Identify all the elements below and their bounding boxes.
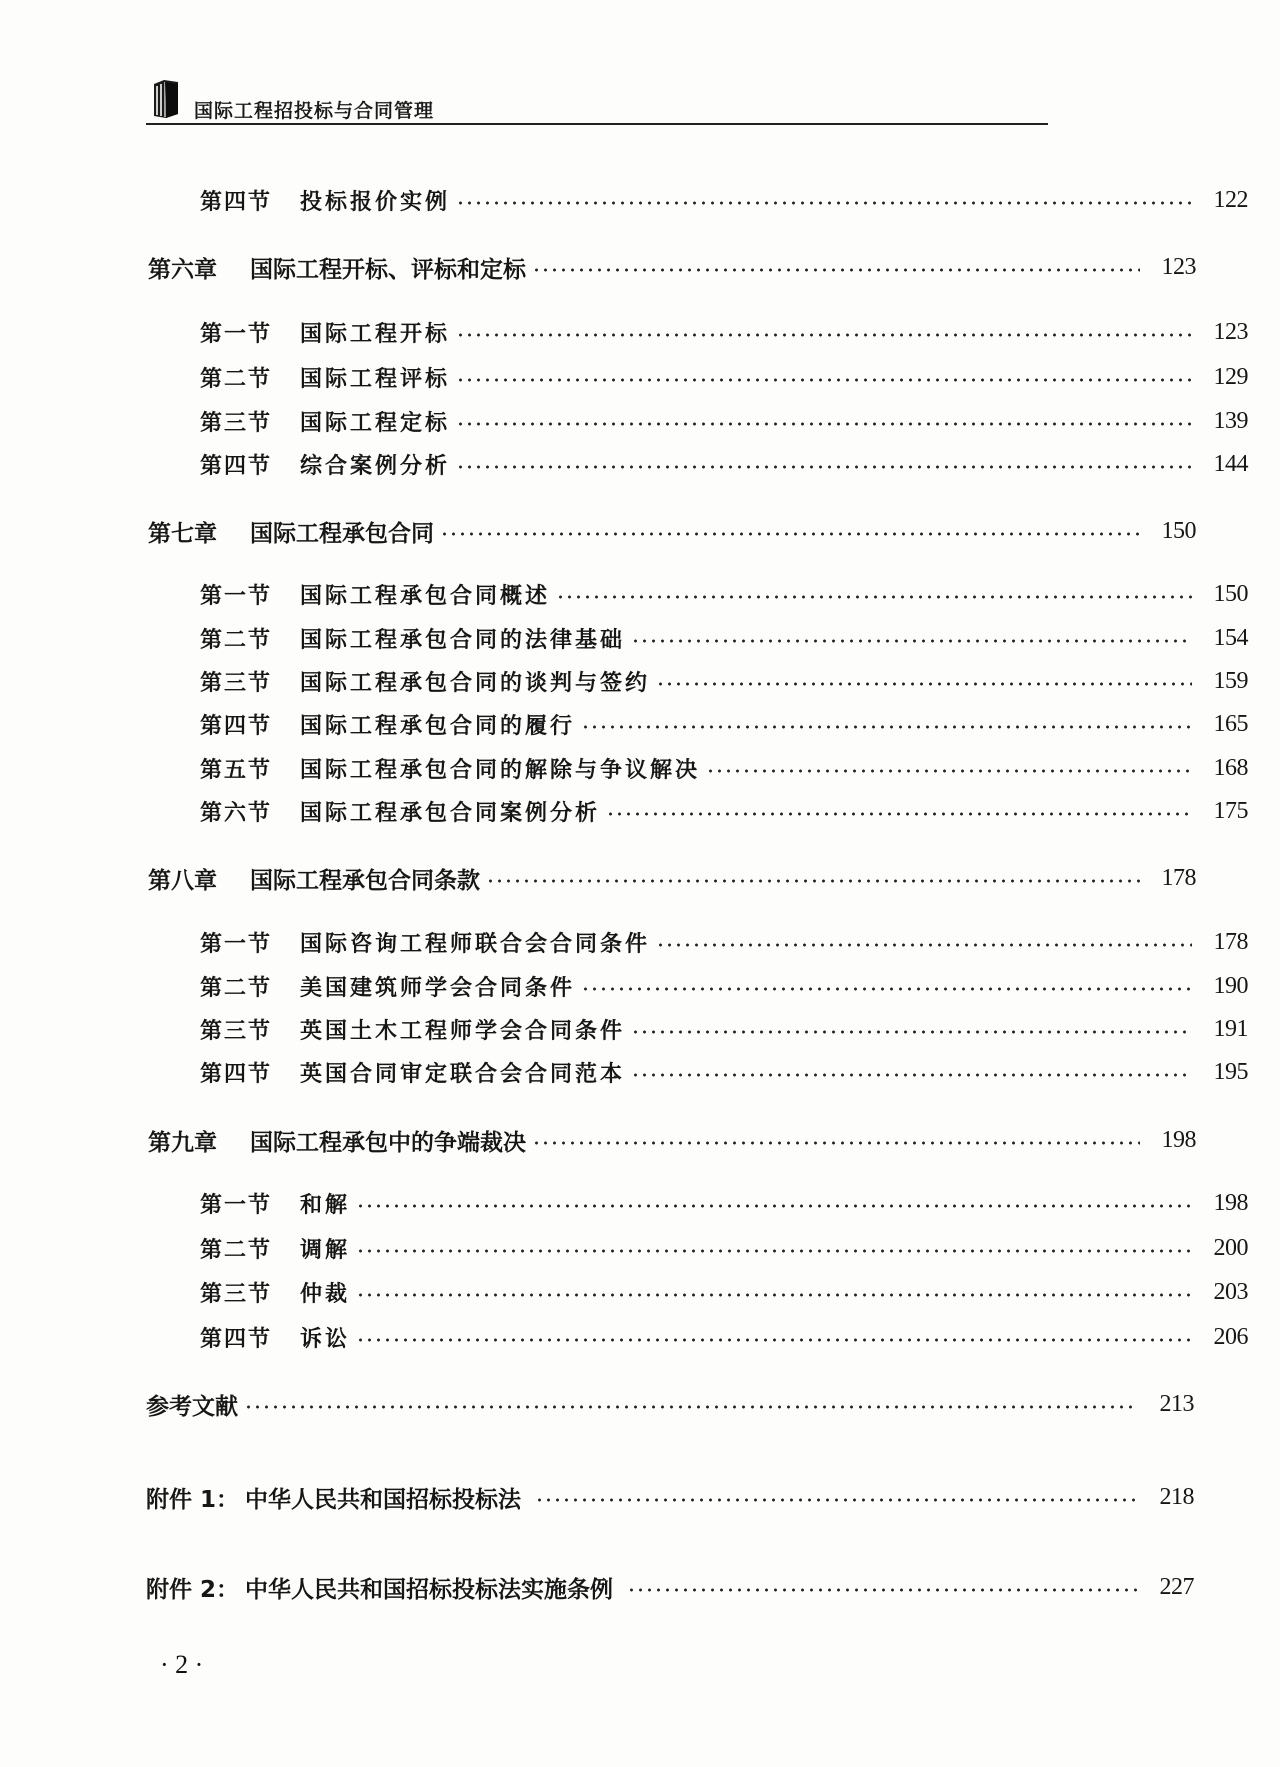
page-ref: 123 <box>1161 253 1196 280</box>
section-label: 第二节 <box>200 626 273 653</box>
dot-leader <box>706 769 1192 773</box>
toc-section-row[interactable] <box>0 1274 1280 1310</box>
toc-chapter-row[interactable] <box>0 513 1228 549</box>
section-title: 调解 <box>300 1236 351 1263</box>
page-ref: 198 <box>1161 1126 1196 1153</box>
section-label: 第一节 <box>200 582 273 609</box>
section-label: 第四节 <box>200 1325 273 1352</box>
section-label: 第三节 <box>200 1017 273 1044</box>
toc-section-row[interactable] <box>0 924 1280 960</box>
section-title: 投标报价实例 <box>300 188 451 215</box>
references-title: 参考文献 <box>146 1393 238 1420</box>
section-label: 第五节 <box>200 756 273 783</box>
page-ref: 175 <box>1213 797 1248 824</box>
toc-section-row[interactable] <box>0 314 1280 350</box>
appendix-label: 附件 2： <box>146 1576 240 1603</box>
page-ref: 139 <box>1213 407 1248 434</box>
page-number: · 2 · <box>160 1650 204 1679</box>
chapter-title: 国际工程承包中的争端裁决 <box>250 1129 526 1156</box>
page-ref: 154 <box>1213 624 1248 651</box>
dot-leader <box>631 1030 1192 1034</box>
page-ref: 122 <box>1213 186 1248 213</box>
section-title: 诉讼 <box>300 1325 351 1352</box>
dot-leader <box>656 682 1192 686</box>
section-label: 第四节 <box>200 712 273 739</box>
dot-leader <box>581 987 1192 991</box>
section-label: 第三节 <box>200 669 273 696</box>
toc-chapter-row[interactable] <box>0 1122 1228 1158</box>
page-ref: 198 <box>1213 1189 1248 1216</box>
dot-leader <box>535 1498 1138 1502</box>
section-title: 国际工程承包合同的解除与争议解决 <box>300 756 701 783</box>
dot-leader <box>440 532 1140 536</box>
section-label: 第四节 <box>200 452 273 479</box>
running-header <box>146 74 1048 126</box>
section-title: 英国合同审定联合会合同范本 <box>300 1060 626 1087</box>
section-title: 美国建筑师学会合同条件 <box>300 974 576 1001</box>
appendix-title: 中华人民共和国招标投标法 <box>245 1486 522 1513</box>
toc-section-row[interactable] <box>0 446 1280 482</box>
chapter-title: 国际工程承包合同条款 <box>250 867 480 894</box>
section-title: 国际咨询工程师联合会合同条件 <box>300 930 651 957</box>
dot-leader <box>631 1073 1192 1077</box>
page-ref: 144 <box>1213 450 1248 477</box>
appendix-title: 中华人民共和国招标投标法实施条例 <box>245 1576 614 1603</box>
dot-leader <box>627 1588 1138 1592</box>
toc-section-row[interactable] <box>0 1185 1280 1221</box>
page-ref: 178 <box>1213 928 1248 955</box>
page-ref: 227 <box>1159 1573 1194 1600</box>
section-label: 第四节 <box>200 188 273 215</box>
page-ref: 203 <box>1213 1278 1248 1305</box>
page-ref: 165 <box>1213 710 1248 737</box>
chapter-label: 第七章 <box>148 520 217 547</box>
section-title: 综合案例分析 <box>300 452 451 479</box>
toc-section-row[interactable] <box>0 793 1280 829</box>
section-title: 国际工程评标 <box>300 365 451 392</box>
dot-leader <box>456 465 1192 469</box>
section-title: 国际工程定标 <box>300 409 451 436</box>
toc-section-row[interactable] <box>0 750 1280 786</box>
page-ref: 200 <box>1213 1234 1248 1261</box>
section-title: 仲裁 <box>300 1280 351 1307</box>
book-title: 国际工程招投标与合同管理 <box>194 100 435 122</box>
page-ref: 159 <box>1213 667 1248 694</box>
section-label: 第一节 <box>200 1191 273 1218</box>
toc-section-row[interactable] <box>0 182 1280 218</box>
page-ref: 129 <box>1213 363 1248 390</box>
page-ref: 218 <box>1159 1483 1194 1510</box>
dot-leader <box>356 1204 1192 1208</box>
section-label: 第一节 <box>200 320 273 347</box>
chapter-label: 第六章 <box>148 256 217 283</box>
chapter-title: 国际工程承包合同 <box>250 520 434 547</box>
toc-chapter-row[interactable] <box>0 860 1228 896</box>
toc-section-row[interactable] <box>0 663 1280 699</box>
page-ref: 191 <box>1213 1015 1248 1042</box>
dot-leader <box>456 333 1192 337</box>
page-ref: 190 <box>1213 972 1248 999</box>
header-rule <box>146 123 1048 125</box>
section-title: 国际工程承包合同的法律基础 <box>300 626 626 653</box>
page-ref: 168 <box>1213 754 1248 781</box>
chapter-title: 国际工程开标、评标和定标 <box>250 256 526 283</box>
dot-leader <box>532 1141 1140 1145</box>
section-title: 英国土木工程师学会合同条件 <box>300 1017 626 1044</box>
section-title: 和解 <box>300 1191 351 1218</box>
toc-section-row[interactable] <box>0 1230 1280 1266</box>
dot-leader <box>532 268 1140 272</box>
section-label: 第二节 <box>200 365 273 392</box>
chapter-label: 第八章 <box>148 867 217 894</box>
appendix-label: 附件 1： <box>146 1486 240 1513</box>
section-label: 第一节 <box>200 930 273 957</box>
toc-section-row[interactable] <box>0 968 1280 1004</box>
page-ref: 206 <box>1213 1323 1248 1350</box>
toc-section-row[interactable] <box>0 403 1280 439</box>
toc-section-row[interactable] <box>0 1319 1280 1355</box>
chapter-label: 第九章 <box>148 1129 217 1156</box>
section-title: 国际工程承包合同的谈判与签约 <box>300 669 651 696</box>
toc-section-row[interactable] <box>0 706 1280 742</box>
toc-appendix-row[interactable] <box>0 1479 1226 1515</box>
section-label: 第三节 <box>200 1280 273 1307</box>
toc-section-row[interactable] <box>0 576 1280 612</box>
dot-leader <box>456 378 1192 382</box>
page-ref: 178 <box>1161 864 1196 891</box>
toc-section-row[interactable] <box>0 359 1280 395</box>
dot-leader <box>581 725 1192 729</box>
dot-leader <box>356 1338 1192 1342</box>
dot-leader <box>606 812 1192 816</box>
dot-leader <box>486 879 1140 883</box>
section-label: 第六节 <box>200 799 273 826</box>
dot-leader <box>631 639 1192 643</box>
section-label: 第二节 <box>200 974 273 1001</box>
section-label: 第二节 <box>200 1236 273 1263</box>
toc-section-row[interactable] <box>0 1011 1280 1047</box>
dot-leader <box>656 943 1192 947</box>
section-label: 第三节 <box>200 409 273 436</box>
section-label: 第四节 <box>200 1060 273 1087</box>
page-ref: 213 <box>1159 1390 1194 1417</box>
section-title: 国际工程开标 <box>300 320 451 347</box>
page-ref: 150 <box>1213 580 1248 607</box>
page-ref: 150 <box>1161 517 1196 544</box>
section-title: 国际工程承包合同的履行 <box>300 712 576 739</box>
toc-references-row[interactable] <box>0 1386 1226 1422</box>
page-ref: 123 <box>1213 318 1248 345</box>
toc-section-row[interactable] <box>0 620 1280 656</box>
toc-section-row[interactable] <box>0 1054 1280 1090</box>
page-ref: 195 <box>1213 1058 1248 1085</box>
toc-appendix-row[interactable] <box>0 1569 1226 1605</box>
dot-leader <box>356 1249 1192 1253</box>
dot-leader <box>556 595 1192 599</box>
dot-leader <box>244 1405 1138 1409</box>
section-title: 国际工程承包合同案例分析 <box>300 799 601 826</box>
dot-leader <box>456 201 1192 205</box>
book-stack-icon <box>148 78 184 120</box>
dot-leader <box>356 1293 1192 1297</box>
section-title: 国际工程承包合同概述 <box>300 582 551 609</box>
dot-leader <box>456 422 1192 426</box>
toc-chapter-row[interactable] <box>0 249 1228 285</box>
